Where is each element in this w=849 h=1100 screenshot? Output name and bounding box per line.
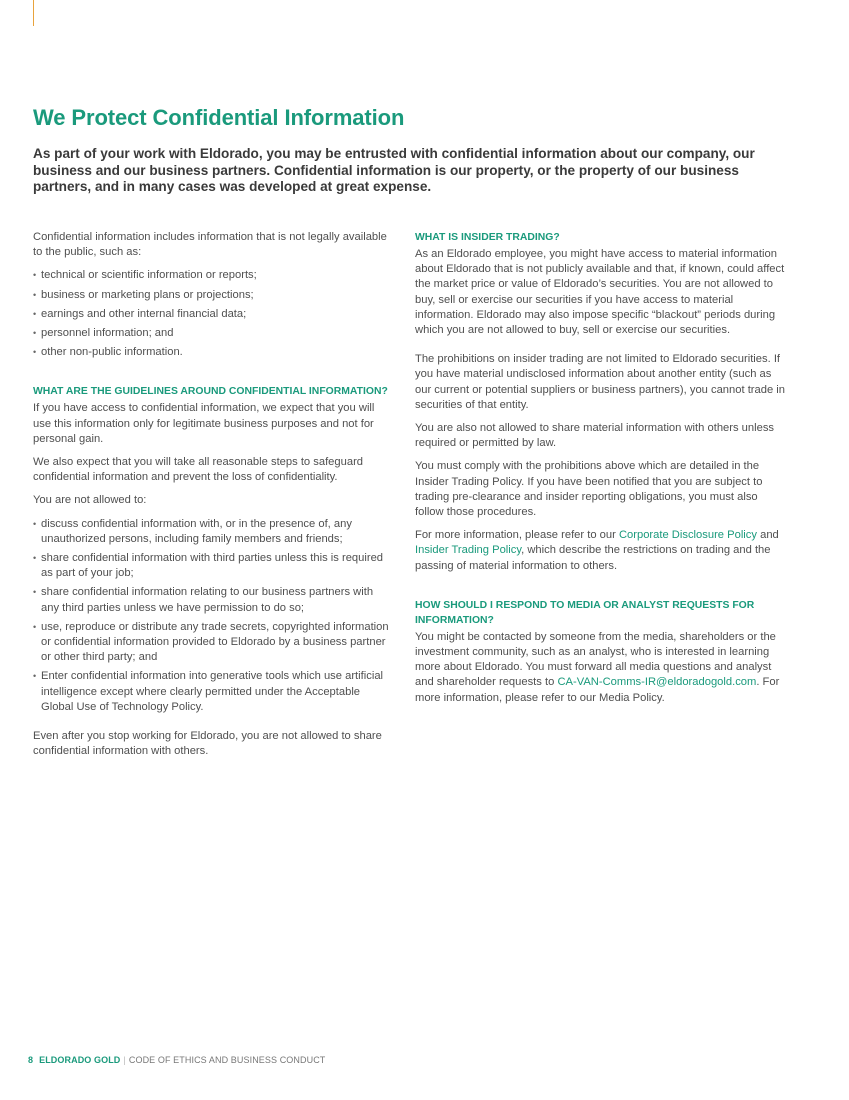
confidential-examples-list (33, 268, 391, 360)
list-item: • use, reproduce or distribute any trade secrets, copyrighted information or confidential information provided to Eldorado by a business partner or other third party; and (33, 620, 391, 666)
intro-paragraph: As part of your work with Eldorado, you may be entrusted with confidential information about our company, our business and our business partners. Confidential information is our property, or the property of our business partners, and in many cases was developed at great expense. (33, 146, 755, 194)
not-allowed-list (33, 517, 391, 715)
insider-trading-policy-link[interactable]: Insider Trading Policy (415, 544, 522, 557)
company-name: ELDORADO GOLD (39, 1055, 121, 1065)
paragraph: You are not allowed to: (33, 494, 147, 507)
page-footer (28, 1055, 325, 1065)
section-heading-media-requests: HOW SHOULD I RESPOND TO MEDIA OR ANALYST REQUESTS FOR INFORMATION? (415, 599, 755, 626)
list-item: • share confidential information with third parties unless this is required as part of your job; (33, 551, 391, 581)
paragraph-media (415, 630, 785, 706)
left-column (33, 230, 391, 767)
corporate-disclosure-policy-link[interactable]: Corporate Disclosure Policy (618, 529, 757, 542)
text: You might be contacted by someone from the media, shareholders or the investment community, such as an analyst, who is interested in learning more about Eldorado. You must forward all media questions and analyst and shareholder requests to (415, 630, 776, 689)
list-item: • discuss confidential information with, or in the presence of, any unauthorized persons, including family members and friends; (33, 517, 391, 547)
text: , which describe the restrictions on trading and the passing of material information to others. (415, 544, 771, 572)
paragraph: You must comply with the prohibitions above which are detailed in the Insider Trading Policy. If you have been notified that you are subject to trading pre-clearance and insider reporting obligations, you must also follow those procedures. (415, 460, 763, 519)
text: and (756, 529, 779, 542)
page-number: 8 (28, 1055, 34, 1065)
list-item: • other non-public information. (33, 345, 391, 360)
paragraph: You are also not allowed to share material information with others unless required or permitted by law. (415, 422, 775, 450)
right-column (415, 230, 785, 714)
paragraph: As an Eldorado employee, you might have access to material information about Eldorado that is not publicly available and that, if known, could affect the market price or value of Eldorado’s securities. You are not allowed to buy, sell or exercise our securities if you have access to material information. Eldorado may also impose specific “blackout” periods during which you are not allowed to buy, sell or exercise our securities. (415, 248, 785, 337)
list-item: • Enter confidential information into generative tools which use artificial intelligence except where clearly permitted under the Acceptable Global Use of Technology Policy. (33, 669, 391, 715)
confidential-definition: Confidential information includes information that is not legally available to the public, such as: (33, 231, 387, 259)
list-item: • technical or scientific information or reports; (33, 268, 391, 283)
section-heading-insider-trading: WHAT IS INSIDER TRADING? (415, 232, 560, 243)
section-heading-guidelines: WHAT ARE THE GUIDELINES AROUND CONFIDENTIAL INFORMATION? (33, 386, 388, 398)
paragraph: The prohibitions on insider trading are not limited to Eldorado securities. If you have material undisclosed information about another entity (such as our current or potential suppliers or business partners), you cannot trade in securities of that entity. (415, 353, 786, 411)
text: For more information, please refer to our (415, 529, 619, 542)
footer-separator: | (123, 1055, 126, 1065)
document-title: CODE OF ETHICS AND BUSINESS CONDUCT (128, 1055, 326, 1065)
list-item: • personnel information; and (33, 326, 391, 341)
corner-crop-mark (33, 0, 34, 26)
list-item: • earnings and other internal financial data; (33, 307, 391, 322)
paragraph: Even after you stop working for Eldorado, you are not allowed to share confidential information with others. (33, 730, 382, 758)
paragraph-policy-links (415, 528, 785, 574)
email-link[interactable]: CA-VAN-Comms-IR@eldoradogold.com (557, 676, 757, 689)
text: . For more information, please refer to our Media Policy. (415, 676, 780, 704)
paragraph: If you have access to confidential information, we expect that you will use this information only for legitimate business purposes and not for personal gain. (33, 402, 375, 445)
paragraph: We also expect that you will take all reasonable steps to safeguard confidential information and prevent the loss of confidentiality. (33, 456, 364, 484)
page-title: We Protect Confidential Information (33, 105, 405, 130)
list-item: • business or marketing plans or projections; (33, 288, 391, 303)
list-item: • share confidential information relating to our business partners with any third parties unless we have permission to do so; (33, 585, 391, 615)
